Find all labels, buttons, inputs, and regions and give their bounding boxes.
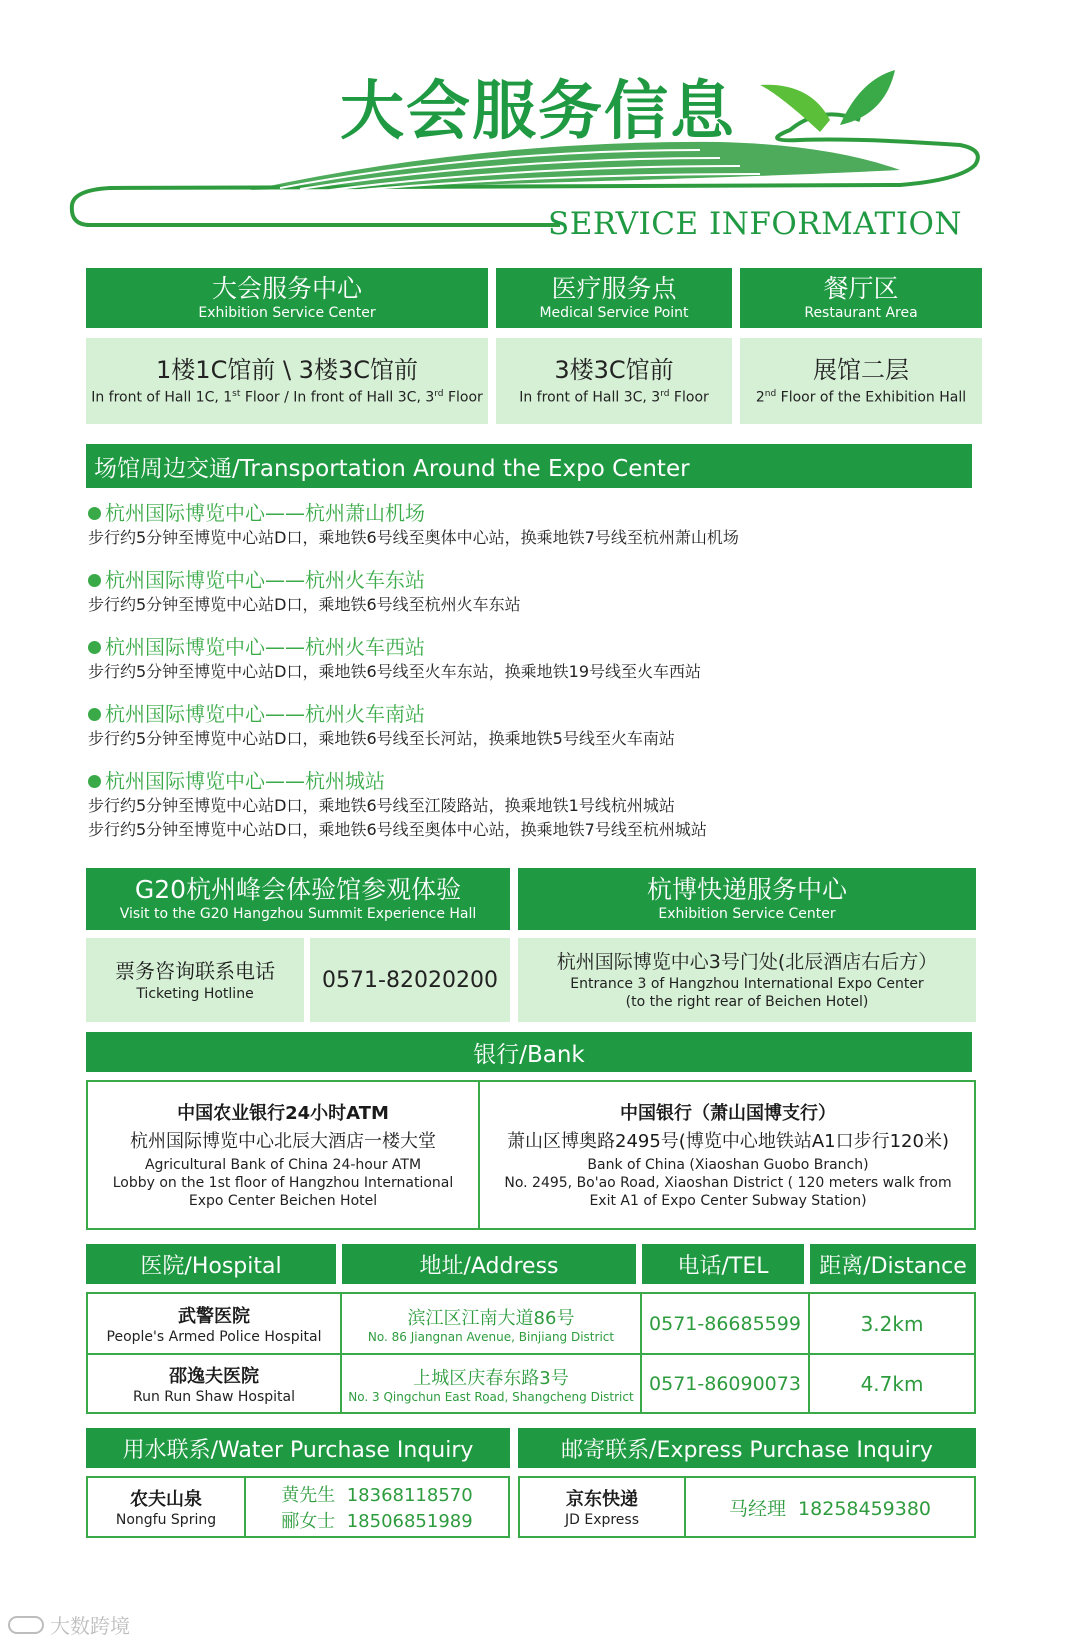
water-contact: 郦女士 18506851989	[281, 1511, 473, 1532]
post-brand-cn: 京东快递	[566, 1489, 638, 1510]
service-location-exhibition	[86, 338, 488, 424]
route-line: 步行约5分钟至博览中心站D口，乘地铁6号线至奥体中心站，换乘地铁7号线至杭州萧山机场	[88, 528, 739, 547]
route-title: 杭州国际博览中心——杭州城站	[105, 769, 385, 793]
watermark-logo-icon	[8, 1616, 44, 1634]
bank-en: Bank of China (Xiaoshan Guobo Branch)	[587, 1157, 869, 1173]
hospital-col-header: 医院/Hospital	[86, 1244, 336, 1284]
bullet-icon	[88, 641, 101, 654]
page-subtitle: SERVICE INFORMATION	[548, 206, 962, 242]
route-title: 杭州国际博览中心——杭州火车东站	[105, 568, 425, 592]
transport-heading: 场馆周边交通/Transportation Around the Expo Center	[86, 444, 972, 488]
g20-en: Visit to the G20 Hangzhou Summit Experience Hall	[119, 906, 477, 922]
service-header-medical	[496, 268, 732, 328]
express-header	[518, 868, 976, 930]
bank-item	[482, 1082, 974, 1228]
hospital-addr-cn: 滨江区江南大道86号	[407, 1307, 575, 1329]
bank-en: Agricultural Bank of China 24-hour ATM	[144, 1157, 422, 1173]
hospital-name-en: Run Run Shaw Hospital	[133, 1388, 295, 1405]
express-en: Exhibition Service Center	[658, 906, 836, 922]
phone-number: 0571-82020200	[322, 967, 498, 993]
express-location	[518, 938, 976, 1022]
route-line: 步行约5分钟至博览中心站D口，乘地铁6号线至杭州火车东站	[88, 595, 521, 614]
bank-item	[88, 1082, 480, 1228]
hotline-en: Ticketing Hotline	[136, 986, 254, 1002]
post-contact: 马经理 18258459380	[728, 1497, 932, 1520]
service-location-restaurant	[740, 338, 982, 424]
hospital-distance: 4.7km	[860, 1371, 924, 1396]
bank-table	[86, 1080, 976, 1230]
hospital-addr-cn: 上城区庆春东路3号	[413, 1367, 569, 1389]
bullet-icon	[88, 775, 101, 788]
service-en: Exhibition Service Center	[198, 305, 376, 321]
route-title: 杭州国际博览中心——杭州火车南站	[105, 702, 425, 726]
post-brand	[520, 1478, 684, 1536]
location-cn: 展馆二层	[813, 356, 909, 385]
hospital-addr-en: No. 3 Qingchun East Road, Shangcheng District	[348, 1389, 634, 1404]
express-loc-en: (to the right rear of Beichen Hotel)	[625, 994, 869, 1010]
water-contact: 黄先生 18368118570	[281, 1485, 473, 1506]
g20-cn: G20杭州峰会体验馆参观体验	[134, 875, 462, 904]
page-title: 大会服务信息	[340, 75, 736, 149]
bank-name: 中国银行（萧山国博支行）	[620, 1103, 836, 1124]
bank-en: Lobby on the 1st floor of Hangzhou International	[112, 1175, 454, 1191]
watermark-text: 大数跨境	[50, 1614, 130, 1638]
service-cn: 医疗服务点	[551, 274, 677, 303]
g20-header	[86, 868, 510, 930]
service-header-exhibition	[86, 268, 488, 328]
post-brand-en: JD Express	[564, 1512, 640, 1528]
service-header-restaurant	[740, 268, 982, 328]
hotline-cn: 票务咨询联系电话	[115, 959, 275, 983]
service-cn: 餐厅区	[823, 274, 899, 303]
water-box	[86, 1476, 510, 1538]
service-cn: 大会服务中心	[211, 274, 362, 303]
location-cn: 3楼3C馆前	[554, 356, 674, 385]
route-line: 步行约5分钟至博览中心站D口，乘地铁6号线至江陵路站，换乘地铁1号线杭州城站	[88, 796, 675, 815]
route-line: 步行约5分钟至博览中心站D口，乘地铁6号线至长河站，换乘地铁5号线至火车南站	[88, 729, 675, 748]
location-en: In front of Hall 3C, 3rd Floor	[519, 389, 709, 406]
bullet-icon	[88, 708, 101, 721]
bullet-icon	[88, 507, 101, 520]
route-item	[88, 500, 739, 550]
hospital-address	[342, 1355, 640, 1412]
hospital-name-cn: 武警医院	[178, 1305, 250, 1327]
route-item	[88, 634, 701, 684]
hospital-name	[88, 1294, 340, 1353]
route-title: 杭州国际博览中心——杭州火车西站	[105, 635, 425, 659]
location-en: In front of Hall 1C, 1st Floor / In front of Hall 3C, 3rd Floor	[91, 389, 483, 406]
bullet-icon	[88, 574, 101, 587]
route-item	[88, 701, 675, 751]
post-box	[518, 1476, 976, 1538]
route-line: 步行约5分钟至博览中心站D口，乘地铁6号线至火车东站，换乘地铁19号线至火车西站	[88, 662, 702, 681]
express-cn: 杭博快递服务中心	[646, 875, 847, 904]
bank-en: Exit A1 of Expo Center Subway Station)	[589, 1193, 867, 1209]
bank-name: 中国农业银行24小时ATM	[177, 1103, 389, 1124]
water-brand-en: Nongfu Spring	[115, 1512, 217, 1528]
water-heading: 用水联系/Water Purchase Inquiry	[86, 1428, 510, 1468]
route-title: 杭州国际博览中心——杭州萧山机场	[105, 501, 425, 525]
bank-address: 杭州国际博览中心北辰大酒店一楼大堂	[130, 1131, 436, 1152]
bank-heading: 银行/Bank	[86, 1032, 972, 1072]
water-contacts	[246, 1478, 508, 1536]
bank-address: 萧山区博奥路2495号(博览中心地铁站A1口步行120米)	[507, 1131, 949, 1152]
bank-en: Expo Center Beichen Hotel	[188, 1193, 378, 1209]
hospital-table	[86, 1292, 976, 1414]
water-brand-cn: 农夫山泉	[130, 1489, 202, 1510]
address-col-header: 地址/Address	[342, 1244, 636, 1284]
service-en: Medical Service Point	[539, 305, 689, 321]
water-brand	[88, 1478, 244, 1536]
hospital-name-en: People's Armed Police Hospital	[106, 1328, 322, 1345]
hospital-tel: 0571-86685599	[649, 1312, 801, 1335]
hospital-distance: 3.2km	[860, 1311, 924, 1336]
watermark	[8, 1610, 130, 1639]
express-loc-en: Entrance 3 of Hangzhou International Expo Center	[570, 976, 924, 992]
tel-col-header: 电话/TEL	[642, 1244, 804, 1284]
route-item	[88, 768, 707, 842]
location-en: 2nd Floor of the Exhibition Hall	[755, 389, 967, 406]
service-en: Restaurant Area	[804, 305, 918, 321]
hospital-addr-en: No. 86 Jiangnan Avenue, Binjiang District	[367, 1329, 615, 1344]
hospital-address	[342, 1294, 640, 1353]
hotline-phone	[310, 938, 510, 1022]
hospital-tel: 0571-86090073	[649, 1372, 801, 1395]
hospital-name-cn: 邵逸夫医院	[169, 1365, 259, 1387]
post-heading: 邮寄联系/Express Purchase Inquiry	[518, 1428, 976, 1468]
route-item	[88, 567, 521, 617]
hospital-name	[88, 1355, 340, 1412]
hotline-label	[86, 938, 304, 1022]
bank-en: No. 2495, Bo'ao Road, Xiaoshan District ( 120 meters walk from	[504, 1175, 952, 1191]
service-location-medical	[496, 338, 732, 424]
location-cn: 1楼1C馆前 \ 3楼3C馆前	[156, 356, 418, 385]
distance-col-header: 距离/Distance	[810, 1244, 976, 1284]
express-loc-cn: 杭州国际博览中心3号门处(北辰酒店右后方）	[556, 951, 938, 973]
route-line: 步行约5分钟至博览中心站D口，乘地铁6号线至奥体中心站，换乘地铁7号线至杭州城站	[88, 820, 707, 839]
